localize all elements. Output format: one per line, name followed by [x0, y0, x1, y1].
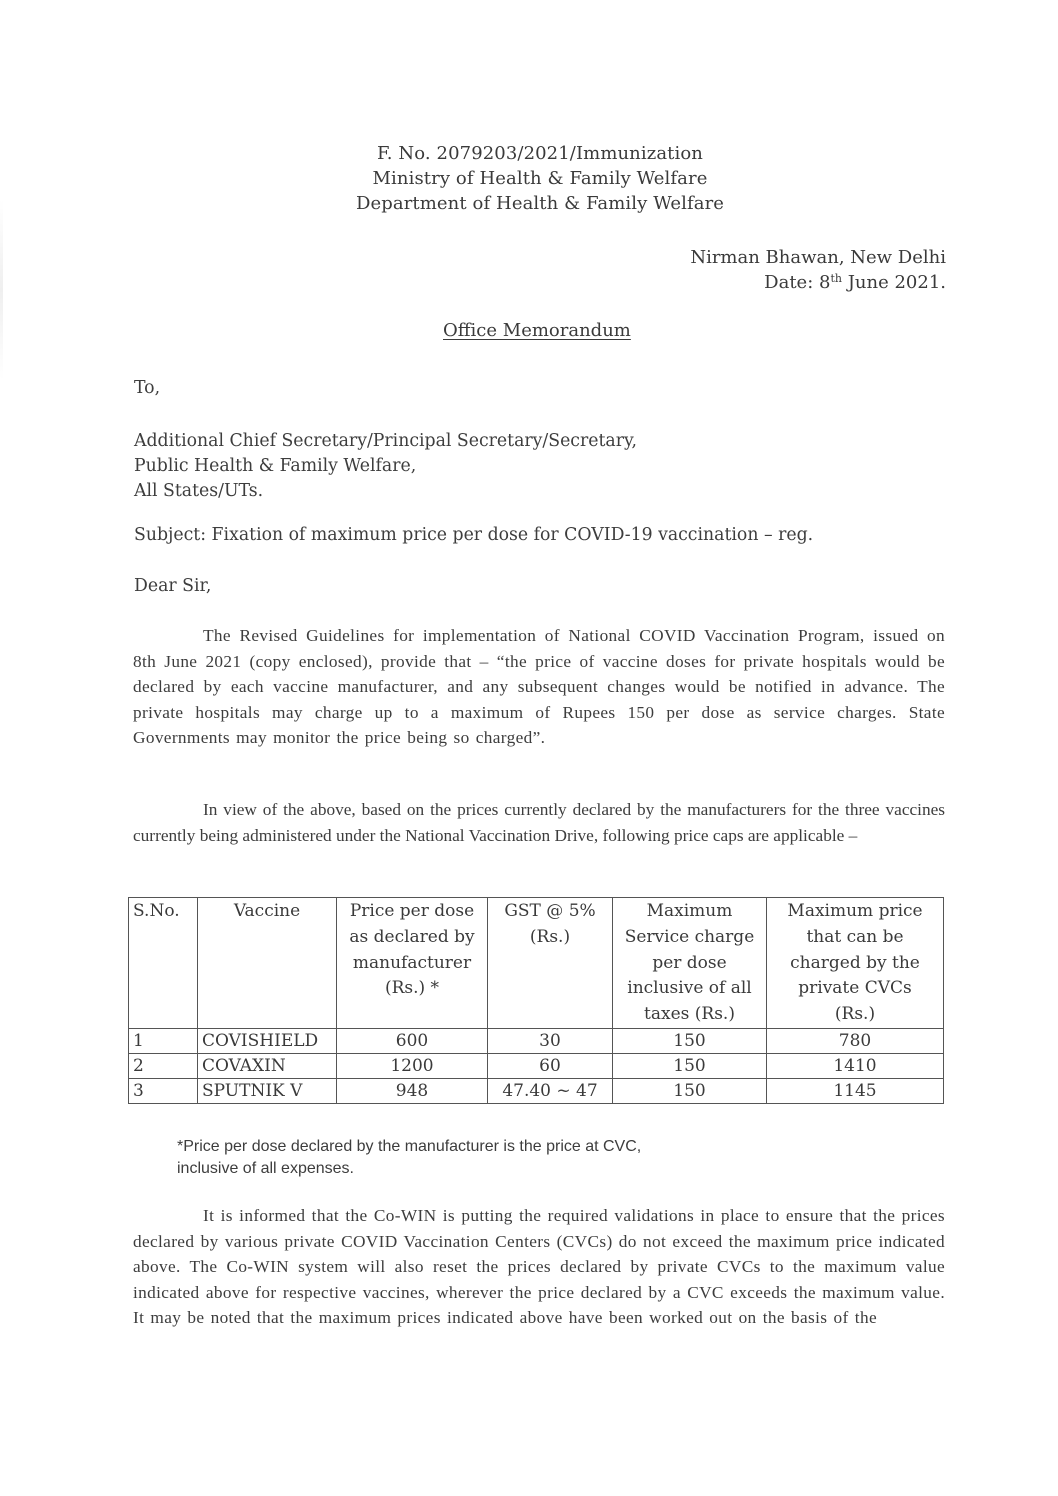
- paragraph-cowin-validation: It is informed that the Co-WIN is putting the required validations in place to ensure that the prices declared by various private COVID Vaccination Centers (CVCs) do not exceed the maximum price indicated above. The Co-WIN system will also reset the prices declared by private CVCs to the maximum value indicated above for respective vaccines, wherever the price declared by a CVC exceeds the maximum value. It may be noted that the maximum prices indicated above have been worked out on the basis of the: [133, 1206, 945, 1328]
- cell-max-price: 780: [767, 1028, 944, 1053]
- header-sno: S.No.: [129, 898, 198, 1029]
- cell-price: 600: [337, 1028, 488, 1053]
- price-cap-table: [128, 897, 944, 1104]
- cell-sno: 2: [129, 1053, 198, 1078]
- cell-vaccine: SPUTNIK V: [198, 1078, 337, 1103]
- cell-gst: 47.40 ~ 47: [488, 1078, 613, 1103]
- addressee-line-1: Additional Chief Secretary/Principal Secretary/Secretary,: [134, 431, 637, 451]
- cell-service-charge: 150: [613, 1028, 767, 1053]
- salutation: Dear Sir,: [134, 576, 212, 596]
- table-header-row: [129, 898, 944, 1029]
- cell-sno: 1: [129, 1028, 198, 1053]
- paragraph-guidelines: The Revised Guidelines for implementation of National COVID Vaccination Program, issued on 8th June 2021 (copy enclosed), provide that – “the price of vaccine doses for private hospitals would be declared by each vaccine manufacturer, and any subsequent changes would be notified in advance. The private hospitals may charge up to a maximum of Rupees 150 per dose as service charges. State Governments may monitor the price being so charged”.: [133, 626, 945, 748]
- ministry-name: Ministry of Health & Family Welfare: [372, 168, 708, 189]
- cell-max-price: 1410: [767, 1053, 944, 1078]
- cell-gst: 60: [488, 1053, 613, 1078]
- issuing-location: Nirman Bhawan, New Delhi: [690, 247, 946, 268]
- header-price-per-dose: Price per dose as declared by manufacturer (Rs.) *: [337, 898, 488, 1029]
- cell-max-price: 1145: [767, 1078, 944, 1103]
- subject-line: Subject: Fixation of maximum price per dose for COVID-19 vaccination – reg.: [134, 525, 814, 545]
- table-row: [129, 1053, 944, 1078]
- addressee-line-3: All States/UTs.: [134, 481, 264, 501]
- scan-edge-artifact: [0, 200, 3, 380]
- table-row: [129, 1028, 944, 1053]
- cell-gst: 30: [488, 1028, 613, 1053]
- header-gst: GST @ 5% (Rs.): [488, 898, 613, 1029]
- issue-date: Date: 8th June 2021.: [764, 272, 946, 293]
- to-label: To,: [134, 378, 161, 398]
- cell-service-charge: 150: [613, 1053, 767, 1078]
- cell-price: 1200: [337, 1053, 488, 1078]
- paragraph-price-caps-intro: In view of the above, based on the prices currently declared by the manufacturers for the three vaccines currently being administered under the National Vaccination Drive, following price caps are applicable –: [133, 800, 945, 845]
- document-title: Office Memorandum: [443, 320, 631, 341]
- cell-price: 948: [337, 1078, 488, 1103]
- cell-service-charge: 150: [613, 1078, 767, 1103]
- header-vaccine: Vaccine: [198, 898, 337, 1029]
- file-number: F. No. 2079203/2021/Immunization: [377, 143, 703, 164]
- table-row: [129, 1078, 944, 1103]
- addressee-line-2: Public Health & Family Welfare,: [134, 456, 417, 476]
- cell-vaccine: COVISHIELD: [198, 1028, 337, 1053]
- cell-vaccine: COVAXIN: [198, 1053, 337, 1078]
- table-footnote: *Price per dose declared by the manufacturer is the price at CVC, inclusive of all expenses.: [177, 1138, 642, 1177]
- department-name: Department of Health & Family Welfare: [355, 193, 725, 214]
- header-service-charge: Maximum Service charge per dose inclusive of all taxes (Rs.): [613, 898, 767, 1029]
- header-maximum-price: Maximum price that can be charged by the private CVCs (Rs.): [767, 898, 944, 1029]
- cell-sno: 3: [129, 1078, 198, 1103]
